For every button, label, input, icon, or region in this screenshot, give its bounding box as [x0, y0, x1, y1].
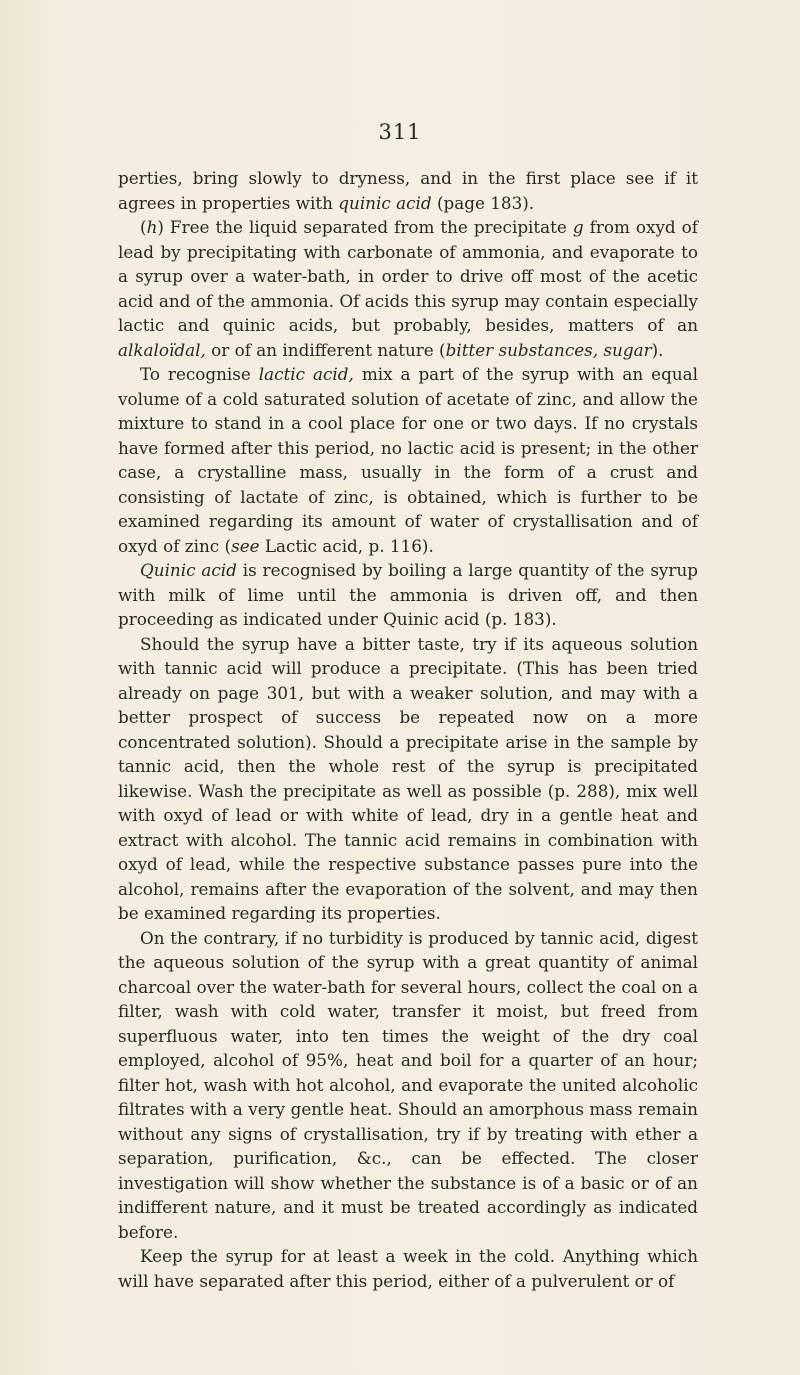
- paragraph-p2: [118, 215, 698, 362]
- italic-text: see: [231, 535, 260, 556]
- text-run: from oxyd of lead by precipitating with carbonate of ammonia, and evaporate to a syrup over a water-bath, in order to drive off most of the acetic acid and of the ammonia. Of acids this syrup may contain especially lactic and quinic acids, but probably, besides, matters of an: [118, 217, 698, 335]
- text-run: ).: [651, 339, 664, 360]
- paragraph-p4: [118, 558, 698, 632]
- text-run: To recognise: [140, 364, 259, 384]
- text-run: mix a part of the syrup with an equal volume of a cold saturated solution of acetate of zinc, and allow the mixture to stand in a cool place for one or two days. If no crystals have formed after this period, no lactic acid is present; in the other case, a crystalline mass, usually in the form of a crust and consisting of lactate of zinc, is obtained, which is further to be examined regarding its amount of water of crystallisation and of oxyd of zinc (: [118, 364, 699, 556]
- text-run: is recognised by boiling a large quantity of the syrup with milk of lime until the ammonia is driven off, and then proceeding as indicated under Quinic acid (p. 183).: [118, 560, 698, 629]
- text-run: (page 183).: [431, 192, 535, 213]
- paragraph-p1: [118, 166, 698, 215]
- italic-text: h: [146, 217, 158, 237]
- text-run: On the contrary, if no turbidity is produced by tannic acid, digest the aqueous solution of the syrup with a great quantity of animal charcoal over the water-bath for several hours, collect the coal on a filter, wash with cold water, transfer it moist, but freed from superfluous water, into ten times the weight of the dry coal employed, alcohol of 95%, heat and boil for a quarter of an hour; filter hot, wash with hot alcohol, and evaporate the united alcoholic filtrates with a very gentle heat. Should an amorphous mass remain without any signs of crystallisation, try if by treating with ether a separation, purification, &c., can be effected. The closer investigation will show whether the substance is of a basic or of an indifferent nature, and it must be treated accordingly as indicated before.: [118, 927, 698, 1242]
- text-run: perties, bring slowly to dryness, and in the first place see if it agrees in properties with: [118, 168, 698, 213]
- italic-text: quinic acid: [338, 192, 432, 213]
- paragraph-p7: [118, 1244, 698, 1293]
- text-run: Lactic acid, p. 116).: [259, 535, 434, 556]
- paragraph-p3: [118, 362, 698, 558]
- page-number: 311: [378, 120, 422, 144]
- text-run: Keep the syrup for at least a week in the cold. Anything which will have separated after this period, either of a pulverulent or of: [118, 1246, 698, 1291]
- text-run: ) Free the liquid separated from the precipitate: [157, 217, 573, 237]
- text-run: Should the syrup have a bitter taste, try if its aqueous solution with tannic acid will produce a precipitate. (This has been tried already on page 301, but with a weaker solution, and may with a better prospect of success be repeated now on a more concentrated solution). Should a precipitate arise in the sample by tannic acid, then the whole rest of the syrup is precipitated likewise. Wash the precipitate as well as possible (p. 288), mix well with oxyd of lead or with white of lead, dry in a gentle heat and extract with alcohol. The tannic acid remains in combination with oxyd of lead, while the respective substance passes pure into the alcohol, remains after the evaporation of the solvent, and may then be examined regarding its properties.: [118, 633, 698, 923]
- paragraph-p6: [118, 926, 698, 1245]
- italic-text: bitter substances, sugar: [445, 339, 652, 360]
- text-run: (: [140, 217, 147, 237]
- paragraph-p5: [118, 632, 698, 926]
- body-text: [118, 166, 698, 1293]
- italic-text: Quinic acid: [140, 560, 237, 580]
- italic-text: lactic acid,: [258, 364, 354, 384]
- italic-text: g: [572, 217, 584, 237]
- italic-text: alkaloïdal,: [118, 339, 206, 360]
- text-run: or of an indifferent nature (: [205, 339, 446, 360]
